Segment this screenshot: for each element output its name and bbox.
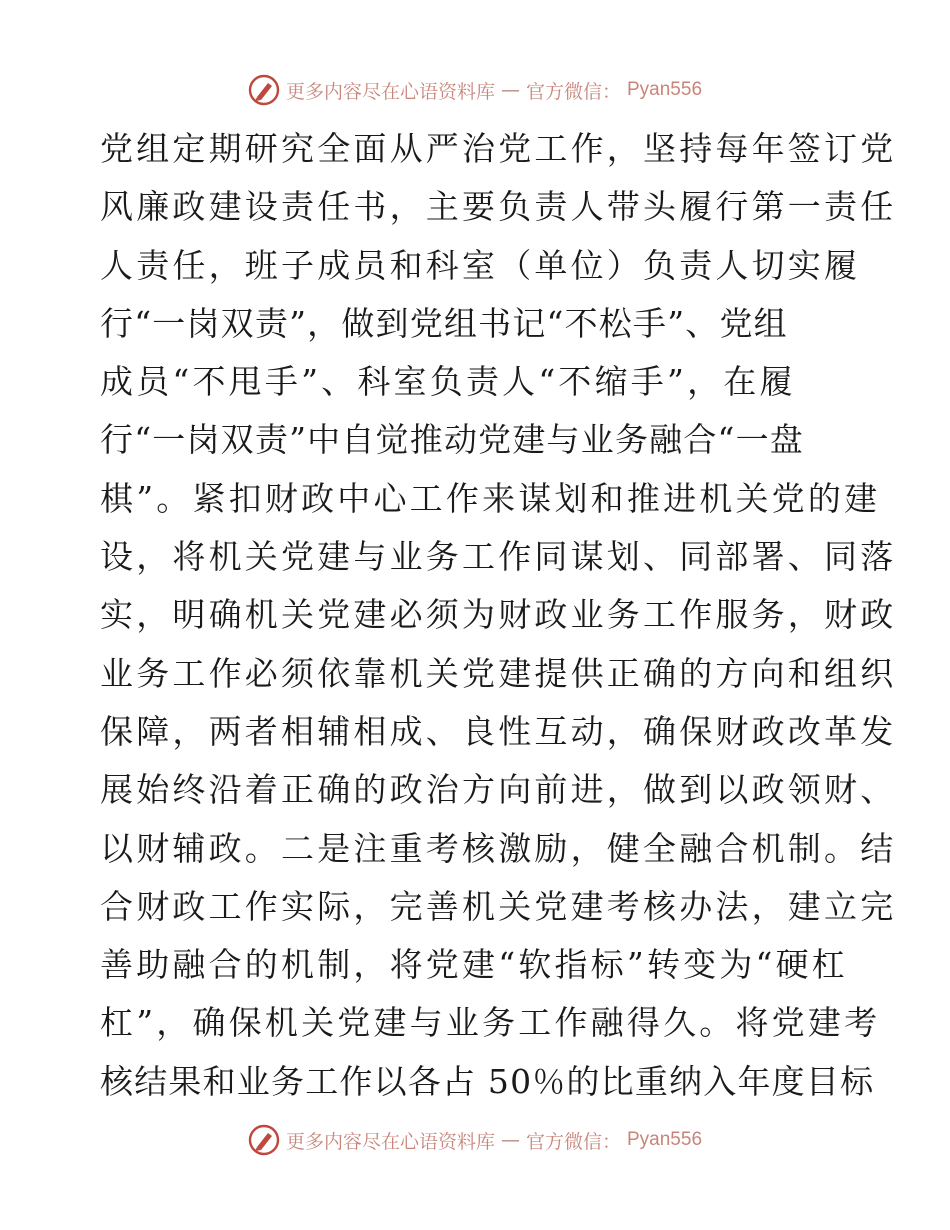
text-line: 保障，两者相辅相成、良性互动，确保财政改革发: [100, 711, 897, 751]
watermark-wechat-id: Pyan556: [627, 79, 703, 100]
text-line: 设，将机关党建与业务工作同谋划、同部署、同落: [100, 537, 897, 577]
text-line: 行“一岗双责”中自觉推动党建与业务融合“一盘: [100, 420, 805, 460]
text-line: 善助融合的机制，将党建“软指标”转变为“硬杠: [100, 945, 849, 985]
text-line: 人责任，班子成员和科室（单位）负责人切实履: [100, 245, 861, 285]
watermark-wechat-label: 官方微信：: [525, 1130, 621, 1153]
watermark-wechat-label: 官方微信：: [525, 80, 621, 103]
text-line: 以财辅政。二是注重考核激励，健全融合机制。结: [100, 828, 897, 868]
watermark-separator: —: [500, 79, 520, 101]
text-line: 风廉政建设责任书，主要负责人带头履行第一责任: [100, 187, 897, 227]
watermark-text: 更多内容尽在心语资料库: [285, 80, 495, 103]
text-line: 成员“不甩手”、科室负责人“不缩手”，在履: [100, 362, 796, 402]
header-watermark: [0, 72, 950, 108]
text-line: 合财政工作实际，完善机关党建考核办法，建立完: [100, 886, 897, 926]
text-line: 杠”，确保机关党建与业务工作融得久。将党建考: [100, 1003, 881, 1043]
watermark-wechat-id: Pyan556: [627, 1129, 703, 1150]
text-line: 业务工作必须依靠机关党建提供正确的方向和组织: [100, 653, 897, 693]
document-body: [100, 120, 897, 1111]
text-line: 党组定期研究全面从严治党工作，坚持每年签订党: [100, 129, 897, 168]
text-line: 行“一岗双责”，做到党组书记“不松手”、党组: [100, 303, 788, 343]
watermark-separator: —: [500, 1129, 520, 1151]
text-line: 展始终沿着正确的政治方向前进，做到以政领财、: [100, 770, 897, 810]
pen-nib-logo-icon: [248, 74, 280, 106]
watermark-text: 更多内容尽在心语资料库: [285, 1130, 495, 1153]
text-line: 棋”。紧扣财政中心工作来谋划和推进机关党的建: [100, 478, 881, 518]
text-line: 实，明确机关党建必须为财政业务工作服务，财政: [100, 595, 897, 635]
text-line: 核结果和业务工作以各占 50％的比重纳入年度目标: [100, 1061, 875, 1101]
footer-watermark: [0, 1122, 950, 1158]
pen-nib-logo-icon: [248, 1124, 280, 1156]
